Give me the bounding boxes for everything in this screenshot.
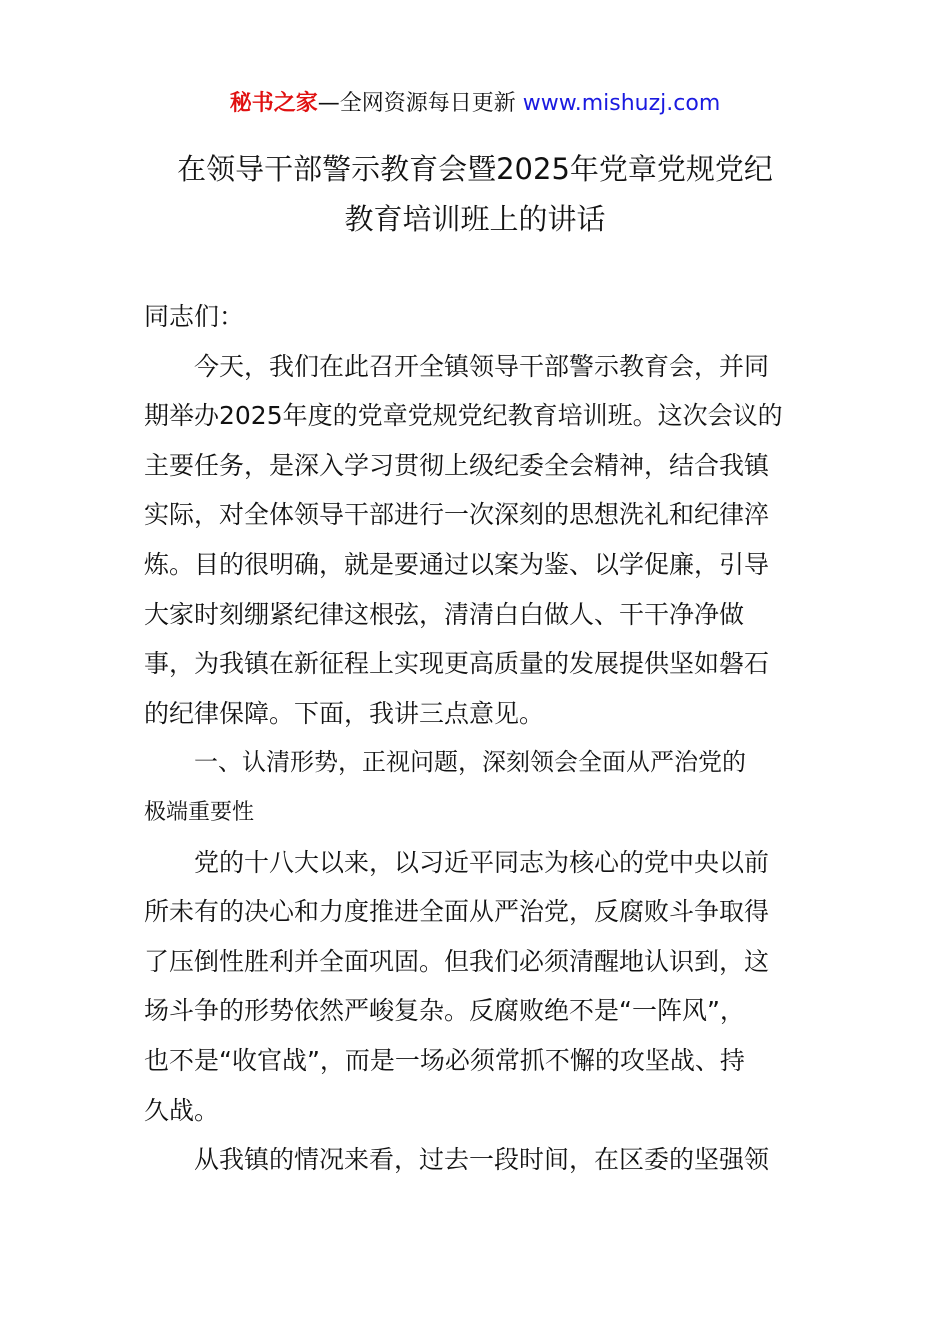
salutation: 同志们： [144, 302, 245, 331]
section-heading: 一、认清形势，正视问题，深刻领会全面从严治党的 [194, 748, 746, 777]
site-header [0, 88, 950, 120]
section-heading: 极端重要性 [144, 799, 255, 825]
document-body [144, 292, 810, 1185]
paragraph-line: 主要任务，是深入学习贯彻上级纪委全会精神，结合我镇 [144, 450, 770, 480]
paragraph-line: 实际，对全体领导干部进行一次深刻的思想洗礼和纪律淬 [144, 500, 770, 530]
paragraph-line: 久战。 [144, 1095, 220, 1125]
paragraph-line: 所未有的决心和力度推进全面从严治党，反腐败斗争取得 [144, 897, 770, 927]
paragraph-line: 大家时刻绷紧纪律这根弦，清清白白做人、干干净净做 [144, 599, 745, 629]
title-line: 在领导干部警示教育会暨2025年党章党规党纪 [177, 152, 773, 186]
paragraph-line: 炼。目的很明确，就是要通过以案为鉴、以学促廉，引导 [144, 549, 770, 579]
paragraph-line: 党的十八大以来，以习近平同志为核心的党中央以前 [194, 847, 770, 877]
paragraph-line: 事，为我镇在新征程上实现更高质量的发展提供坚如磐石 [144, 649, 770, 679]
paragraph-line: 期举办2025年度的党章党规党纪教育培训班。这次会议的 [144, 401, 783, 431]
paragraph-line: 今天，我们在此召开全镇领导干部警示教育会，并同 [194, 351, 770, 381]
paragraph-line: 从我镇的情况来看，过去一段时间，在区委的坚强领 [194, 1145, 770, 1175]
paragraph-line: 场斗争的形势依然严峻复杂。反腐败绝不是“一阵风”， [144, 996, 745, 1026]
paragraph-line: 了压倒性胜利并全面巩固。但我们必须清醒地认识到，这 [144, 946, 770, 976]
brand-name: 秘书之家 [229, 91, 318, 116]
site-url[interactable]: www.mishuzj.com [522, 91, 721, 116]
title-line: 教育培训班上的讲话 [344, 202, 606, 236]
header-slogan: —全网资源每日更新 [317, 91, 516, 116]
document-title [100, 144, 850, 244]
paragraph-line: 也不是“收官战”，而是一场必须常抓不懈的攻坚战、持 [144, 1045, 745, 1075]
paragraph-line: 的纪律保障。下面，我讲三点意见。 [144, 698, 545, 728]
